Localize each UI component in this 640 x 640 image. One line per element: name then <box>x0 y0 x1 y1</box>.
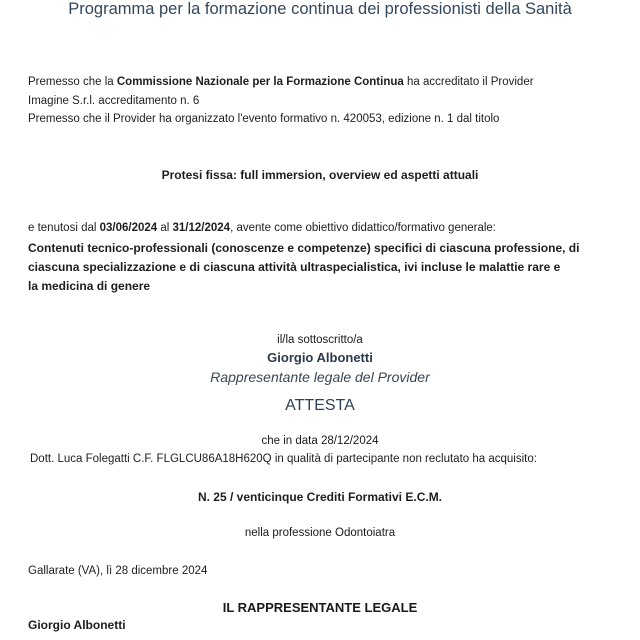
objective-line-1: Contenuti tecnico-professionali (conoscenze e competenze) specifici di ciascuna professione, di <box>28 241 580 255</box>
period-text: al <box>157 222 173 234</box>
participant-line: Dott. Luca Folegatti C.F. FLGLCU86A18H620Q in qualità di partecipante non reclutato ha acquisito: <box>30 453 537 465</box>
place-date: Gallarate (VA), lì 28 dicembre 2024 <box>28 565 208 577</box>
signatory-label: il/la sottoscritto/a <box>277 334 363 346</box>
objective-line-3: la medicina di genere <box>28 279 151 293</box>
document-title: Programma per la formazione continua dei professionisti della Sanità <box>68 0 572 18</box>
certification-date: che in data 28/12/2024 <box>261 435 379 447</box>
objective-line-2: ciascuna specializzazione e di ciascuna attività ultraspecialistica, ivi incluse le malattie rare e <box>28 260 561 274</box>
event-title: Protesi fissa: full immersion, overview ed aspetti attuali <box>161 168 479 182</box>
end-date: 31/12/2024 <box>172 222 231 234</box>
credits-awarded: N. 25 / venticinque Crediti Formativi E.C.M. <box>197 490 443 504</box>
intro-text: ha accreditato il Provider <box>403 76 534 88</box>
event-organization-line: Premesso che il Provider ha organizzato l'evento formativo n. 420053, edizione n. 1 dal titolo <box>28 113 500 125</box>
event-period <box>28 222 496 234</box>
commission-name: Commissione Nazionale per la Formazione Continua <box>116 76 404 88</box>
attesta-heading: ATTESTA <box>285 397 355 414</box>
intro-text: Premesso che la <box>28 76 117 88</box>
period-text: e tenutosi dal <box>28 222 100 234</box>
legal-rep-label: IL RAPPRESENTANTE LEGALE <box>222 600 418 615</box>
profession-line: nella professione Odontoiatra <box>244 527 396 539</box>
provider-accreditation: Imagine S.r.l. accreditamento n. 6 <box>28 95 200 107</box>
period-text: , avente come obiettivo didattico/formativo generale: <box>230 222 497 234</box>
legal-rep-name: Giorgio Albonetti <box>28 618 126 632</box>
signatory-name: Giorgio Albonetti <box>267 350 373 365</box>
signatory-role: Rappresentante legale del Provider <box>210 369 430 385</box>
start-date: 03/06/2024 <box>99 222 158 234</box>
intro-line-1 <box>28 76 534 88</box>
